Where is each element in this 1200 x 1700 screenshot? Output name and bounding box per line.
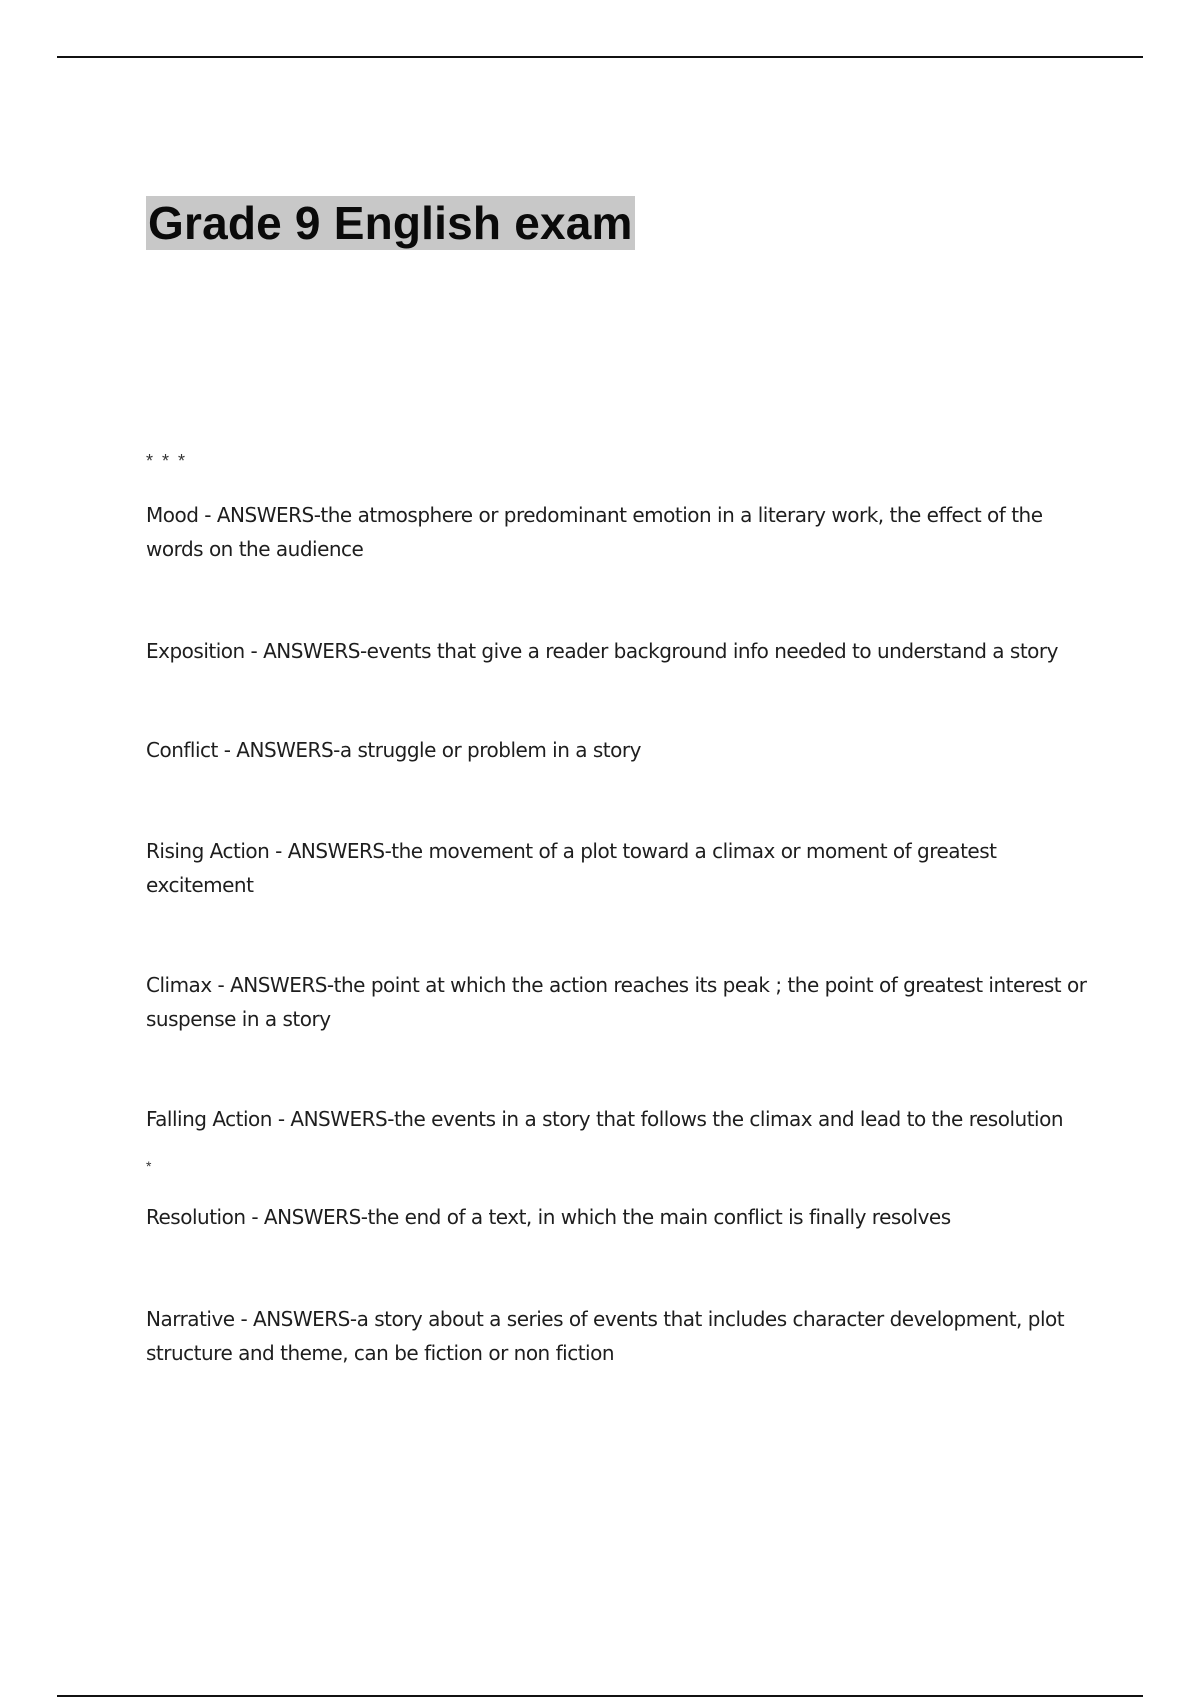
header-rule [57, 56, 1143, 58]
footer-rule [57, 1695, 1143, 1697]
term-entry-climax: Climax - ANSWERS-the point at which the action reaches its peak ; the point of greatest interest or suspense in a story [146, 973, 1087, 1031]
term-entry-narrative: Narrative - ANSWERS-a story about a series of events that includes character development, plot structure and theme, can be fiction or non fiction [146, 1307, 1065, 1365]
section-separator: * * * [146, 451, 188, 471]
term-entry-conflict: Conflict - ANSWERS-a struggle or problem in a story [146, 738, 641, 762]
term-entry-falling-action: Falling Action - ANSWERS-the events in a story that follows the climax and lead to the resolution [146, 1107, 1063, 1131]
term-entry-mood: Mood - ANSWERS-the atmosphere or predominant emotion in a literary work, the effect of the words on the audience [146, 503, 1043, 561]
term-entry-resolution: Resolution - ANSWERS-the end of a text, in which the main conflict is finally resolves [146, 1205, 951, 1229]
term-entry-exposition: Exposition - ANSWERS-events that give a reader background info needed to understand a story [146, 639, 1058, 663]
term-entry-rising-action: Rising Action - ANSWERS-the movement of a plot toward a climax or moment of greatest excitement [146, 839, 997, 897]
single-separator: * [146, 1158, 152, 1174]
page-title: Grade 9 English exam [148, 197, 633, 249]
